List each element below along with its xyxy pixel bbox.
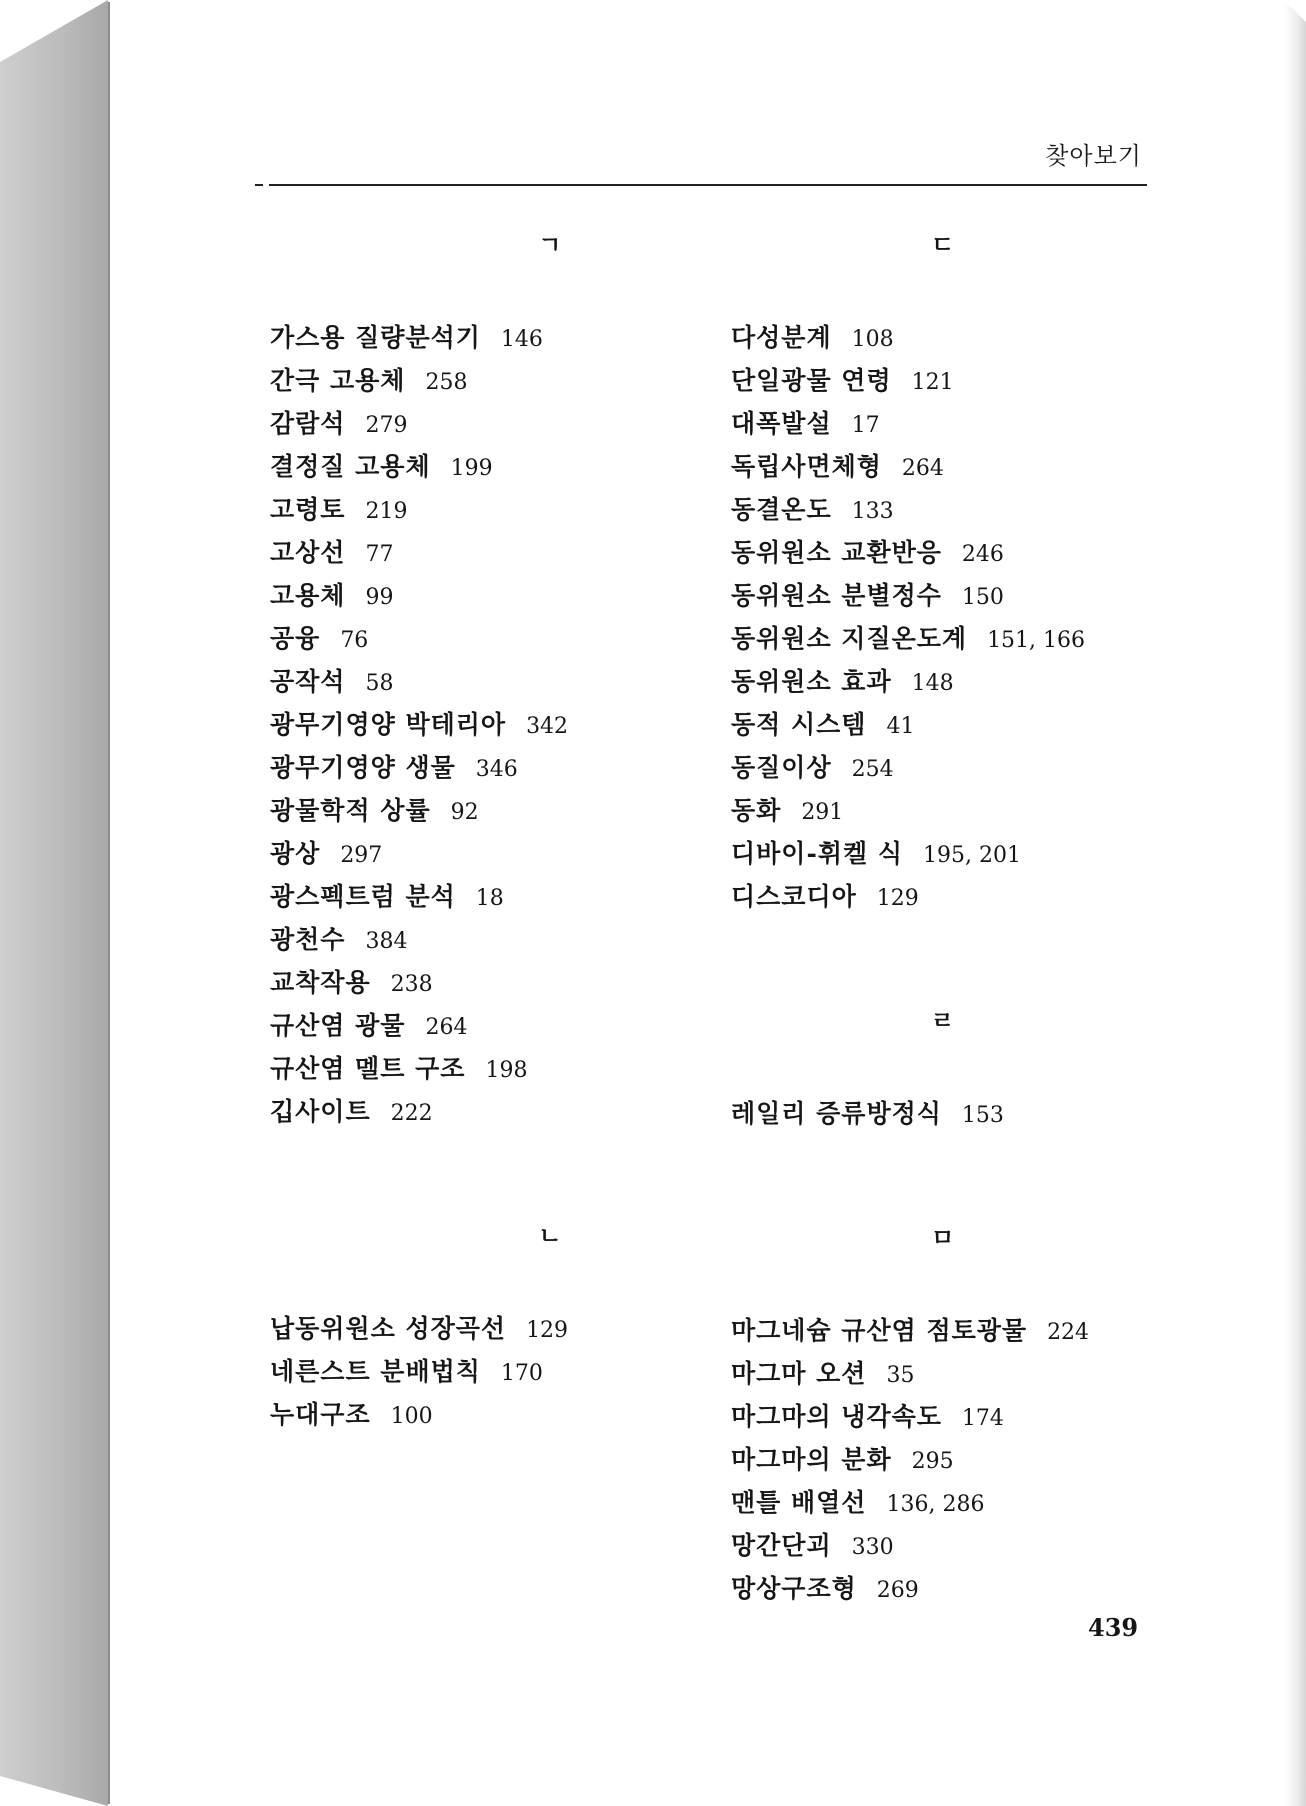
index-term: 디스코디아 (731, 882, 857, 911)
index-entry (270, 402, 710, 445)
header-rule (269, 184, 1147, 186)
index-page-ref: 269 (876, 1578, 919, 1603)
index-page-ref: 254 (851, 757, 894, 782)
index-page-ref: 342 (526, 714, 569, 739)
index-page-ref: 198 (485, 1058, 528, 1083)
index-entry (270, 1004, 710, 1047)
index-term: 다성분계 (731, 323, 832, 352)
index-page-ref: 264 (901, 456, 944, 481)
index-term: 망상구조형 (731, 1574, 857, 1603)
index-page-ref: 195, 201 (922, 843, 1021, 868)
index-entry (731, 832, 1171, 875)
index-term: 공작석 (270, 667, 346, 696)
index-entry (731, 1092, 1171, 1135)
index-page-ref: 100 (390, 1404, 433, 1429)
index-page-ref: 224 (1047, 1320, 1090, 1345)
index-term: 결정질 고용체 (270, 452, 431, 481)
index-entry (270, 1047, 710, 1090)
page-number: 439 (1088, 1613, 1139, 1642)
index-term: 규산염 광물 (270, 1011, 406, 1040)
index-page-ref: 35 (886, 1363, 915, 1388)
index-term: 누대구조 (270, 1400, 371, 1429)
index-page-ref: 174 (961, 1406, 1004, 1431)
page-right-edge (1284, 0, 1306, 1806)
index-section-letter: ㄹ (931, 1007, 955, 1035)
index-entry (270, 617, 710, 660)
index-page-ref: 264 (425, 1015, 468, 1040)
index-term: 간극 고용체 (270, 366, 406, 395)
index-page-ref: 170 (500, 1361, 543, 1386)
index-term: 광물학적 상률 (270, 796, 431, 825)
index-term: 동위원소 교환반응 (731, 538, 942, 567)
index-term: 광천수 (270, 925, 346, 954)
index-term: 망간단괴 (731, 1531, 832, 1560)
index-entry (270, 1307, 710, 1350)
index-page-ref: 146 (500, 327, 543, 352)
index-page-ref: 238 (390, 972, 433, 997)
index-entry-list (270, 316, 710, 1133)
index-term: 동적 시스템 (731, 710, 867, 739)
index-term: 교착작용 (270, 968, 371, 997)
index-term: 공융 (270, 624, 321, 653)
index-term: 동질이상 (731, 753, 832, 782)
index-term: 네른스트 분배법칙 (270, 1357, 481, 1386)
index-page-ref: 129 (526, 1318, 569, 1343)
index-entry (731, 1309, 1171, 1352)
index-page-ref: 136, 286 (886, 1492, 985, 1517)
index-section-letter: ㄱ (538, 231, 562, 259)
index-page-ref: 384 (365, 929, 408, 954)
index-entry (731, 316, 1171, 359)
book-spine (0, 0, 108, 1806)
index-entry (270, 1350, 710, 1393)
index-term: 깁사이트 (270, 1097, 371, 1126)
section-gap (731, 918, 1171, 998)
index-section-letter: ㄷ (931, 231, 955, 259)
index-term: 마그네슘 규산염 점토광물 (731, 1316, 1028, 1345)
index-page-ref: 129 (876, 886, 919, 911)
index-term: 마그마 오션 (731, 1359, 867, 1388)
index-entry (731, 789, 1171, 832)
index-entry (731, 531, 1171, 574)
index-term: 광무기영양 박테리아 (270, 710, 507, 739)
index-page-ref: 121 (911, 370, 954, 395)
index-entry (731, 1438, 1171, 1481)
index-entry (731, 1395, 1171, 1438)
running-header-title: 찾아보기 (1045, 142, 1142, 170)
index-page-ref: 258 (425, 370, 468, 395)
index-page-ref: 99 (365, 585, 394, 610)
index-page-ref: 76 (340, 628, 369, 653)
index-term: 고용체 (270, 581, 346, 610)
index-term: 독립사면체형 (731, 452, 882, 481)
index-page-ref: 153 (961, 1103, 1004, 1128)
index-term: 마그마의 분화 (731, 1445, 892, 1474)
index-term: 광스펙트럼 분석 (270, 882, 456, 911)
index-entry (270, 918, 710, 961)
index-entry (270, 574, 710, 617)
index-page-ref: 18 (475, 886, 504, 911)
index-entry-list (731, 316, 1171, 918)
index-page-ref: 150 (961, 585, 1004, 610)
index-page-ref: 17 (851, 413, 880, 438)
spine-top-corner (0, 0, 108, 62)
index-entry (731, 574, 1171, 617)
index-term: 고상선 (270, 538, 346, 567)
index-term: 대폭발설 (731, 409, 832, 438)
index-page-ref: 279 (365, 413, 408, 438)
index-term: 규산염 멜트 구조 (270, 1054, 466, 1083)
index-entry (270, 316, 710, 359)
index-entry (270, 531, 710, 574)
index-entry-list (731, 1092, 1171, 1135)
index-term: 고령토 (270, 495, 346, 524)
index-entry (731, 875, 1171, 918)
spine-bottom-corner (0, 1776, 108, 1806)
index-entry (731, 1481, 1171, 1524)
index-entry (270, 1393, 710, 1436)
index-entry (731, 402, 1171, 445)
index-entry (731, 445, 1171, 488)
index-column-right (731, 222, 1171, 1610)
index-entry-list (270, 1307, 710, 1436)
index-page-ref: 199 (450, 456, 493, 481)
index-page-ref: 246 (961, 542, 1004, 567)
index-page-ref: 41 (886, 714, 915, 739)
index-entry (731, 746, 1171, 789)
index-entry (731, 1567, 1171, 1610)
index-page-ref: 222 (390, 1101, 433, 1126)
index-term: 단일광물 연령 (731, 366, 892, 395)
index-page-ref: 219 (365, 499, 408, 524)
index-page-ref: 133 (851, 499, 894, 524)
index-entry (731, 1524, 1171, 1567)
index-term: 납동위원소 성장곡선 (270, 1314, 507, 1343)
index-section-letter: ㅁ (931, 1224, 955, 1252)
index-term: 마그마의 냉각속도 (731, 1402, 942, 1431)
index-page-ref: 148 (911, 671, 954, 696)
index-entry (270, 660, 710, 703)
index-page-ref: 291 (801, 800, 844, 825)
index-column-left (270, 222, 710, 1436)
index-page-ref: 346 (475, 757, 518, 782)
index-term: 감람석 (270, 409, 346, 438)
index-term: 동결온도 (731, 495, 832, 524)
index-term: 맨틀 배열선 (731, 1488, 867, 1517)
index-term: 가스용 질량분석기 (270, 323, 481, 352)
section-gap (270, 1133, 710, 1213)
page-top-corner (1284, 0, 1306, 22)
index-entry (270, 703, 710, 746)
index-entry (270, 746, 710, 789)
index-section-letter: ㄴ (538, 1222, 562, 1250)
index-page-ref: 108 (851, 327, 894, 352)
index-term: 광상 (270, 839, 321, 868)
index-page-ref: 330 (851, 1535, 894, 1560)
index-entry (731, 703, 1171, 746)
index-entry (270, 832, 710, 875)
index-entry (731, 359, 1171, 402)
index-term: 디바이-휘켈 식 (731, 839, 903, 868)
index-entry (270, 961, 710, 1004)
index-entry (731, 660, 1171, 703)
index-entry (270, 359, 710, 402)
index-page-ref: 151, 166 (987, 628, 1086, 653)
index-entry (270, 1090, 710, 1133)
index-entry-list (731, 1309, 1171, 1610)
index-entry (731, 1352, 1171, 1395)
index-entry (270, 488, 710, 531)
index-entry (270, 875, 710, 918)
index-page-ref: 77 (365, 542, 394, 567)
index-term: 레일리 증류방정식 (731, 1099, 942, 1128)
index-page-ref: 295 (911, 1449, 954, 1474)
index-term: 광무기영양 생물 (270, 753, 456, 782)
index-term: 동위원소 지질온도계 (731, 624, 968, 653)
index-entry (270, 445, 710, 488)
index-term: 동위원소 분별정수 (731, 581, 942, 610)
index-term: 동위원소 효과 (731, 667, 892, 696)
index-page-ref: 297 (340, 843, 383, 868)
index-entry (731, 617, 1171, 660)
index-page-ref: 92 (450, 800, 479, 825)
index-entry (731, 488, 1171, 531)
section-gap (731, 1135, 1171, 1215)
index-term: 동화 (731, 796, 782, 825)
index-entry (270, 789, 710, 832)
index-page-ref: 58 (365, 671, 394, 696)
